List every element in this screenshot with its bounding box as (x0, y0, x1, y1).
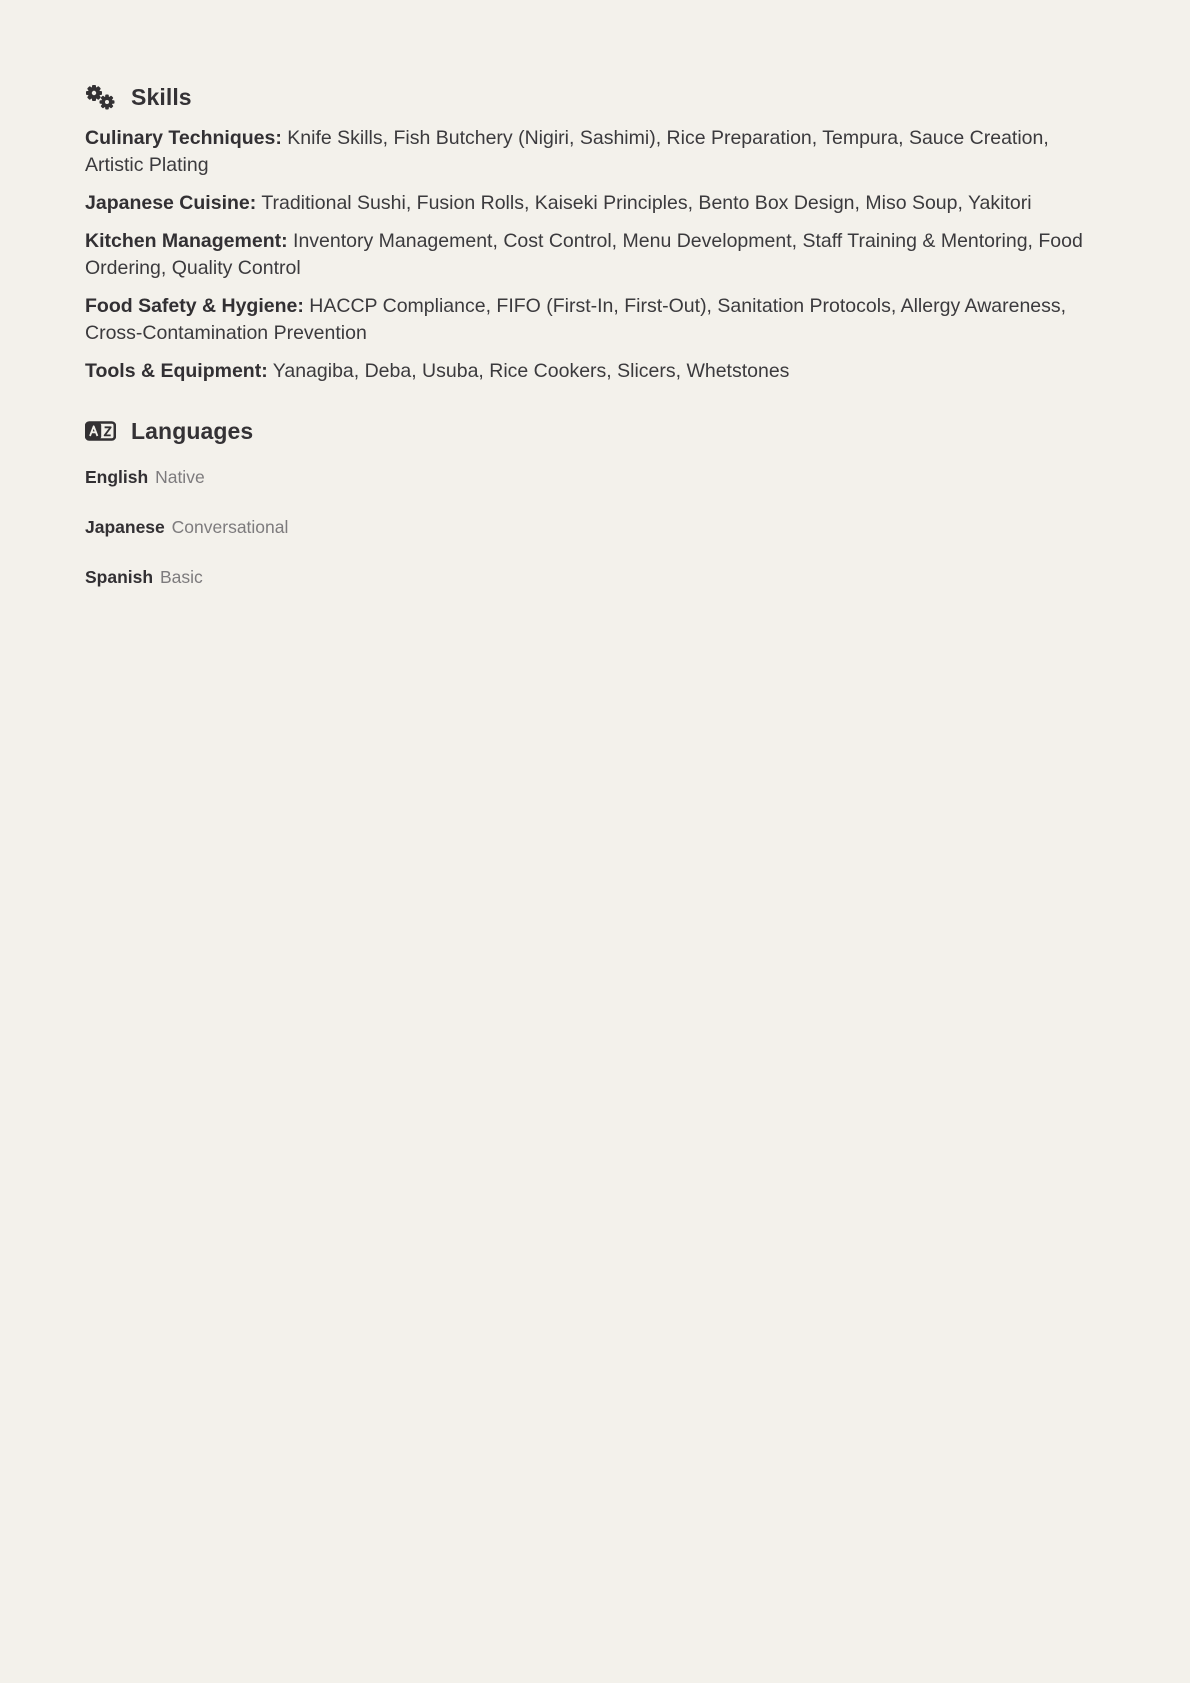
skill-value: Traditional Sushi, Fusion Rolls, Kaiseki Principles, Bento Box Design, Miso Soup, Yakitori (261, 192, 1032, 214)
skill-value: HACCP Compliance, FIFO (First-In, First-Out), Sanitation Protocols, Allergy Awareness, Cross-Contamination Prevention (85, 295, 1067, 344)
language-name: Japanese (85, 517, 165, 537)
languages-section (85, 412, 1105, 589)
skills-section (85, 78, 1105, 385)
language-icon (85, 417, 116, 445)
skill-item-culinary-techniques (85, 125, 1105, 179)
skills-title: Skills (131, 83, 192, 110)
skill-item-japanese-cuisine (85, 190, 1105, 217)
language-level: Conversational (171, 517, 289, 537)
gears-icon (85, 83, 116, 111)
skill-value: Knife Skills, Fish Butchery (Nigiri, Sashimi), Rice Preparation, Tempura, Sauce Creation, Artistic Plating (85, 127, 1049, 176)
resume-page (85, 78, 1105, 615)
language-level: Native (155, 467, 205, 487)
languages-title: Languages (131, 417, 254, 444)
language-item-spanish (85, 565, 1105, 589)
skill-label: Tools & Equipment: (85, 360, 268, 382)
skill-label: Culinary Techniques: (85, 127, 282, 149)
skill-item-kitchen-management (85, 228, 1105, 282)
skill-value: Yanagiba, Deba, Usuba, Rice Cookers, Slicers, Whetstones (272, 360, 790, 382)
skill-label: Food Safety & Hygiene: (85, 295, 304, 317)
skill-label: Kitchen Management: (85, 230, 288, 252)
language-name: English (85, 467, 149, 487)
languages-header (85, 412, 1105, 450)
language-level: Basic (159, 567, 203, 587)
language-name: Spanish (85, 567, 154, 587)
language-item-english (85, 465, 1105, 489)
skill-item-food-safety-hygiene (85, 293, 1105, 347)
language-item-japanese (85, 515, 1105, 539)
skill-item-tools-equipment (85, 358, 1105, 385)
skill-label: Japanese Cuisine: (85, 192, 257, 214)
skills-header (85, 78, 1105, 116)
skill-value: Inventory Management, Cost Control, Menu Development, Staff Training & Mentoring, Food Ordering, Quality Control (85, 230, 1083, 279)
